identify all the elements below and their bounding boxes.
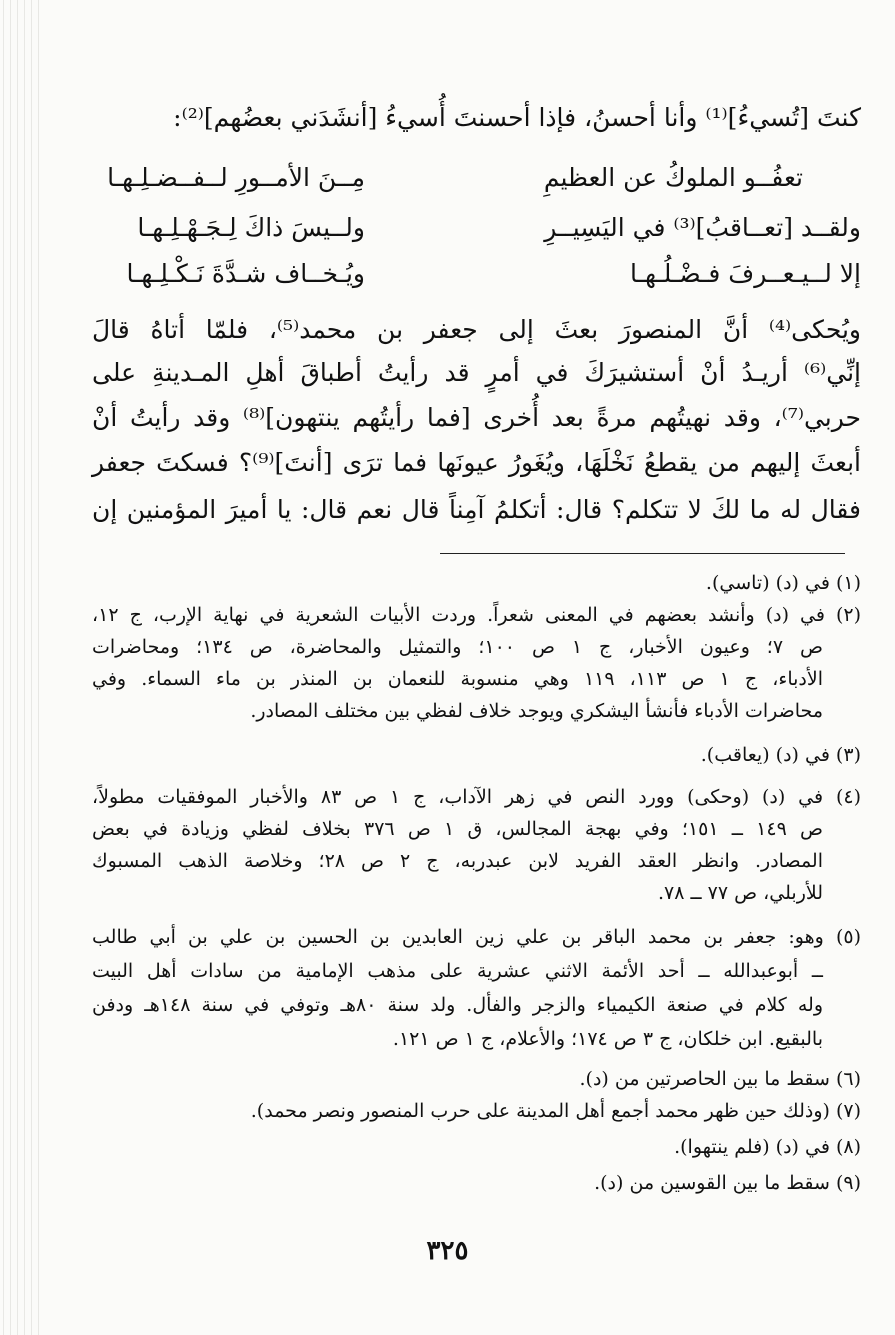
footnote-4-line-3: المصادر. وانظر العقد الفريد لابن عبدربه، ج ٢ ص ٢٨؛ وخلاصة الذهب المسبوك	[92, 850, 823, 872]
body-line-para2-5: فقال له ما لكَ لا تتكلم؟ قال: أتكلمُ آمِناً قال نعم قال: يا أميرَ المؤمنين إن	[92, 495, 861, 524]
footnote-4-line-1: (٤) في (د) (وحكى) وورد النص في زهر الآداب، ج ١ ص ٨٣ والأخبار الموفقيات مطولاً،	[92, 786, 861, 808]
footnote-5-line-2: ــ أبوعبدالله ــ أحد الأئمة الاثني عشرية على مذهب الإمامية من سادات أهل البيت	[92, 960, 823, 982]
verse-2-hemistich-1: ولقــد [تعــاقبُ]⁽³⁾ في اليَسِيــرِ	[544, 213, 861, 242]
footnote-5-line-3: وله كلام في صنعة الكيمياء والزجر والفأل. ولد سنة ٨٠هـ وتوفي في سنة ١٤٨هـ ودفن	[92, 994, 824, 1016]
footnote-4-line-2: ص ١٤٩ ــ ١٥١؛ وفي بهجة المجالس، ق ١ ص ٣٧٦ بخلاف لفظي وزيادة في بعض	[92, 818, 823, 840]
body-line-para2-1: ويُحكى⁽⁴⁾ أنَّ المنصورَ بعثَ إلى جعفر بن محمد⁽⁵⁾، فلمّا أتاهُ قالَ	[92, 315, 861, 344]
binding-gutter	[0, 0, 40, 1335]
footnote-9: (٩) سقط ما بين القوسين من (د).	[594, 1172, 861, 1194]
verse-3-hemistich-1: إلا لــيـعــرفَ فـضْـلُـهـا	[630, 259, 861, 288]
verse-1-hemistich-1: تعفُــو الملوكُ عن العظيمِ	[543, 163, 803, 192]
footnote-6: (٦) سقط ما بين الحاصرتين من (د).	[579, 1068, 861, 1090]
body-line-1: كنتَ [تُسيءُ]⁽¹⁾ وأنا أحسنُ، فإذا أحسنتَ أُسيءُ [أنشَدَني بعضُهم]⁽²⁾:	[173, 103, 861, 132]
footnote-7: (٧) (وذلك حين ظهر محمد أجمع أهل المدينة على حرب المنصور ونصر محمد).	[250, 1100, 861, 1122]
verse-3-hemistich-2: ويُـخــاف شـدَّةَ نَـكْـلِـهـا	[126, 259, 365, 288]
footnote-1: (١) في (د) (تاسي).	[705, 572, 861, 594]
footnote-5-line-1: (٥) وهو: جعفر بن محمد الباقر بن علي زين العابدين بن الحسين بن علي بن أبي طالب	[92, 926, 861, 948]
footnote-separator	[440, 553, 845, 554]
body-line-para2-2: إنِّي⁽⁶⁾ أريـدُ أنْ أستشيرَكَ في أمرٍ قد رأيتُ أطباقَ أهلِ المـدينةِ على	[92, 358, 861, 387]
footnote-8: (٨) في (د) (فلم ينتهوا).	[674, 1136, 861, 1158]
footnote-2-line-4: محاضرات الأدباء فأنشأ اليشكري ويوجد خلاف لفظي بين مختلف المصادر.	[250, 700, 823, 722]
footnote-4-line-4: للأربلي، ص ٧٧ ــ ٧٨.	[657, 882, 823, 904]
body-line-para2-3: حربي⁽⁷⁾، وقد نهيتُهم مرةً بعد أُخرى [فما رأيتُهم ينتهون]⁽⁸⁾ وقد رأيتُ أنْ	[92, 403, 861, 432]
footnote-2-line-3: الأدباء، ج ١ ص ١١٣، ١١٩ وهي منسوبة للنعمان بن المنذر بن ماء السماء. وفي	[92, 668, 823, 690]
verse-1-hemistich-2: مِــنَ الأمــورِ لــفــضـلِـهـا	[107, 163, 365, 192]
verse-2-hemistich-2: ولــيسَ ذاكَ لِـجَـهْـلِـهـا	[137, 213, 365, 242]
body-line-para2-4: أبعثَ إليهم من يقطعُ نَخْلَهَا، ويُغَورُ عيونَها فما ترَى [أنتَ]⁽⁹⁾؟ فسكتَ جعفر	[92, 448, 862, 477]
page-number: ٣٢٥	[426, 1236, 469, 1266]
footnote-5-line-4: بالبقيع. ابن خلكان، ج ٣ ص ١٧٤؛ والأعلام، ج ١ ص ١٢١.	[392, 1028, 823, 1050]
footnote-2-line-1: (٢) في (د) وأنشد بعضهم في المعنى شعراً. وردت الأبيات الشعرية في نهاية الإرب، ج ١٢،	[92, 604, 861, 626]
footnote-3: (٣) في (د) (يعاقب).	[700, 744, 861, 766]
footnote-2-line-2: ص ٧؛ وعيون الأخبار، ج ١ ص ١٠٠؛ والتمثيل والمحاضرة، ص ١٣٤؛ ومحاضرات	[92, 636, 823, 658]
